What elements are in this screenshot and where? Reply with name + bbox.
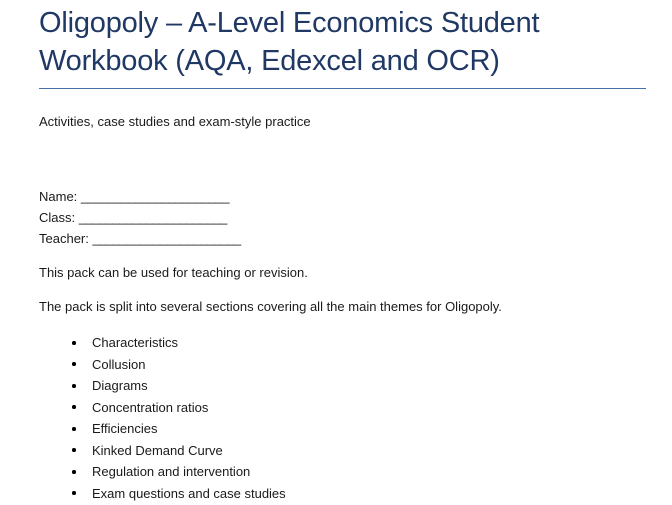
field-row-class [39, 207, 241, 228]
field-line-class[interactable]: ______________________ [78, 210, 227, 225]
list-item-label: Kinked Demand Curve [92, 442, 223, 458]
list-item [39, 375, 599, 397]
field-line-teacher[interactable]: ______________________ [92, 231, 241, 246]
list-item-label: Concentration ratios [92, 399, 209, 415]
student-info-fields [39, 186, 241, 249]
list-item [39, 354, 599, 376]
list-item-label: Efficiencies [92, 421, 158, 436]
list-item [39, 332, 599, 354]
field-label-teacher: Teacher: [39, 231, 89, 246]
list-item [39, 418, 599, 440]
field-row-teacher [39, 228, 241, 249]
list-item-label: Characteristics [92, 335, 178, 350]
bullet-icon [72, 491, 76, 495]
list-item-label: Exam questions and case studies [92, 485, 286, 501]
bullet-icon [72, 448, 76, 452]
title-divider [39, 88, 646, 89]
paragraph-usage: This pack can be used for teaching or revision. [39, 265, 308, 280]
list-item [39, 461, 599, 483]
bullet-icon [72, 405, 76, 409]
field-label-name: Name: [39, 189, 78, 204]
list-item-label: Regulation and intervention [92, 464, 251, 479]
paragraph-sections-intro: The pack is split into several sections covering all the main themes for Oligopoly. [39, 299, 502, 314]
bullet-icon [72, 362, 76, 366]
document-subtitle: Activities, case studies and exam-style practice [39, 114, 311, 129]
bullet-icon [72, 427, 76, 431]
bullet-icon [72, 384, 76, 388]
list-item [39, 440, 599, 462]
title-block [39, 4, 649, 89]
sections-list [39, 332, 599, 504]
field-line-name[interactable]: ______________________ [80, 189, 229, 204]
list-item-label: Collusion [92, 356, 146, 372]
bullet-icon [72, 470, 76, 474]
list-item [39, 483, 599, 505]
field-label-class: Class: [39, 210, 76, 225]
field-row-name [39, 186, 241, 207]
page-title: Oligopoly – A-Level Economics Student Workbook (AQA, Edexcel and OCR) [39, 7, 540, 77]
list-item [39, 397, 599, 419]
bullet-icon [72, 341, 76, 345]
list-item-label: Diagrams [92, 378, 148, 393]
